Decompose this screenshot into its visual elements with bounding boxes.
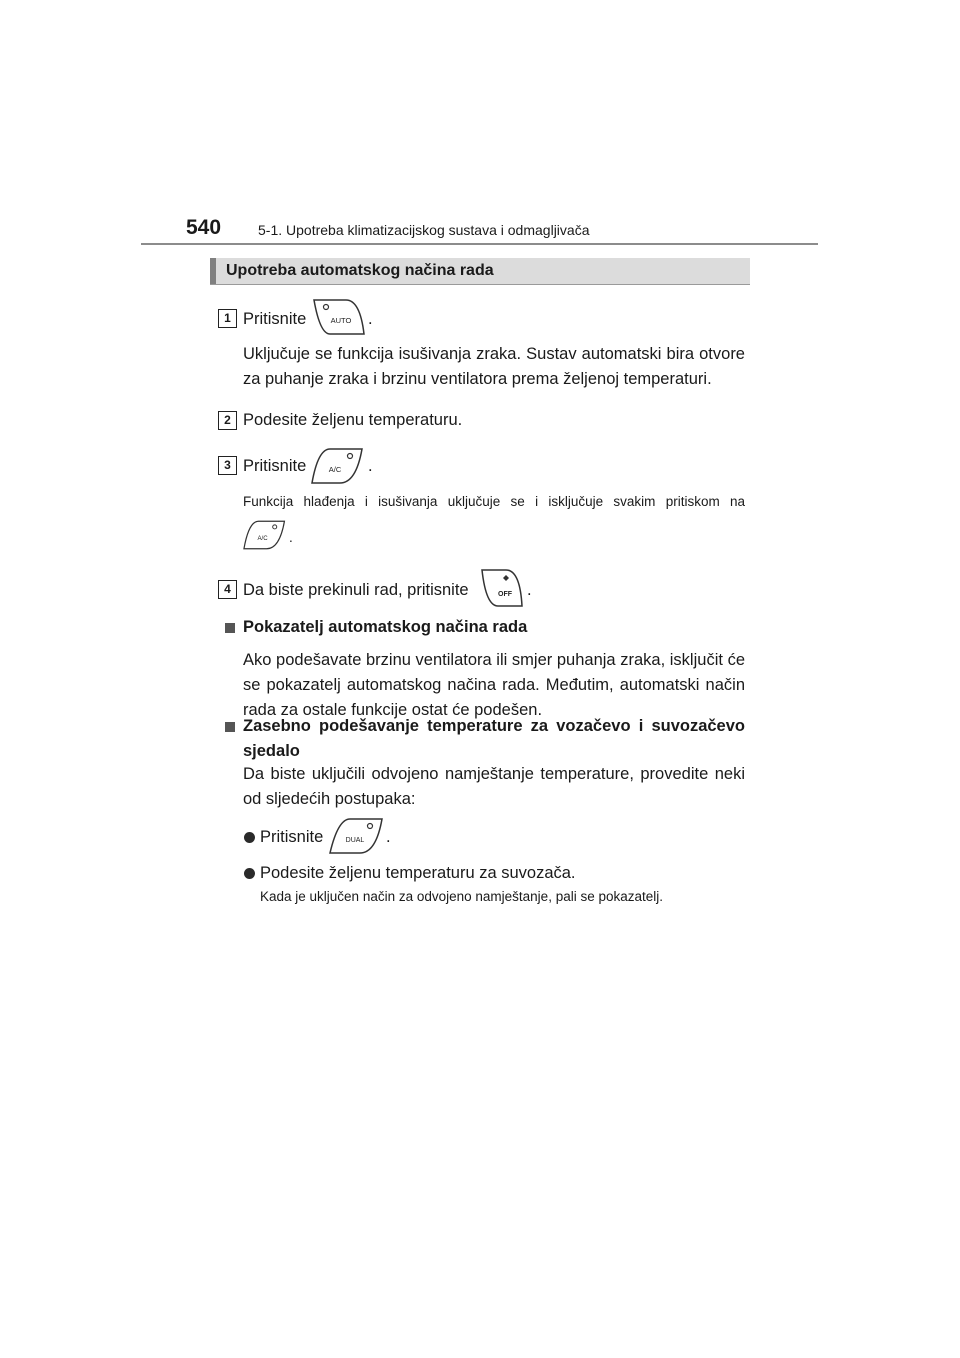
- step-number-3: 3: [218, 456, 237, 475]
- dual-button-label: DUAL: [345, 837, 365, 844]
- note-1-bullet: [225, 623, 235, 633]
- step-1-label: Pritisnite: [243, 310, 307, 328]
- step-number-4: 4: [218, 580, 237, 599]
- chapter-title: 5-1. Upotreba klimatizacijskog sustava i odmagljivača: [258, 222, 590, 238]
- note-2-bullet: [225, 722, 235, 732]
- page-number: 540: [186, 216, 222, 239]
- step-1-description: Uključuje se funkcija isušivanja zraka. Sustav automatski bira otvore za puhanje zraka i brzinu ventilatora prema željenoj temperaturi.: [243, 345, 745, 388]
- step-3-note: Funkcija hlađenja i isušivanja uključuje se i isključuje svakim pritiskom na: [243, 494, 745, 509]
- ac-button-icon: [310, 445, 366, 487]
- step-number-2: 2: [218, 411, 237, 430]
- step-3-suffix: .: [368, 457, 373, 475]
- auto-button-label: AUTO: [330, 316, 352, 325]
- ac-button-small-icon: [242, 518, 288, 552]
- note-2-footnote: Kada je uključen način za odvojeno namještanje, pali se pokazatelj.: [260, 889, 664, 904]
- header-divider: [141, 243, 818, 245]
- note-2-item-1-bullet: [244, 832, 255, 843]
- note-2-item-1-text: Pritisnite: [260, 828, 324, 846]
- step-1-text: [243, 307, 306, 332]
- step-4-text: Da biste prekinuli rad, pritisnite: [243, 581, 469, 599]
- page-header: [0, 0, 960, 250]
- auto-button-icon: [310, 296, 366, 338]
- section-accent: [210, 258, 216, 284]
- note-2-item-2-text: Podesite željenu temperaturu za suvozača.: [260, 864, 576, 882]
- note-1-heading: Pokazatelj automatskog načina rada: [243, 618, 528, 636]
- step-4-suffix: .: [527, 581, 532, 599]
- off-button-icon: [476, 566, 526, 610]
- note-2-body: Da biste uključili odvojeno namještanje temperature, provedite neki od sljedećih postupaka:: [243, 765, 745, 808]
- dual-button-icon: [328, 815, 386, 857]
- ac-button-small-label: A/C: [257, 535, 268, 542]
- off-button-label: OFF: [498, 591, 512, 598]
- step-3-text: Pritisnite: [243, 457, 307, 475]
- step-number-1: 1: [218, 309, 237, 328]
- note-2-item-2-bullet: [244, 868, 255, 879]
- step-2-text: Podesite željenu temperaturu.: [243, 411, 463, 429]
- note-2-heading: Zasebno podešavanje temperature za vozačevo i suvozačevo sjedalo: [243, 717, 745, 760]
- note-2-item-1-suffix: .: [386, 828, 391, 846]
- step-1-suffix: .: [368, 310, 373, 328]
- note-1-body: Ako podešavate brzinu ventilatora ili smjer puhanja zraka, isključit će se pokazatelj automatskog načina rada. Međutim, automatski način rada za ostale funkcije ostat će podešen.: [243, 651, 745, 719]
- step-3-note-suffix: .: [289, 530, 293, 545]
- section-title: Upotreba automatskog načina rada: [226, 262, 494, 279]
- ac-button-label: A/C: [328, 465, 342, 474]
- section-heading: [210, 258, 750, 285]
